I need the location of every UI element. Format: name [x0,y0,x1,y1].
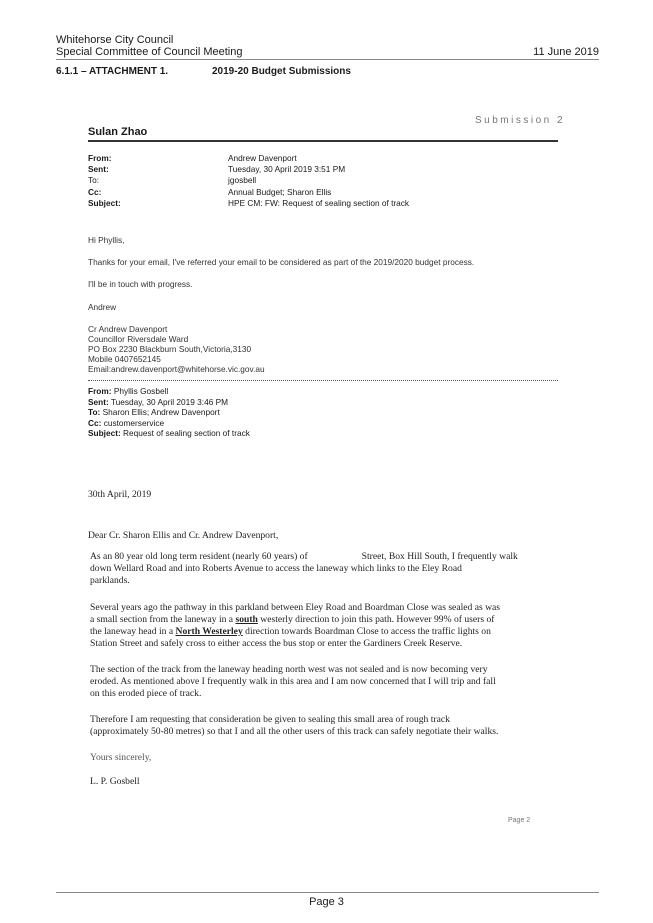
letter-salutation: Dear Cr. Sharon Ellis and Cr. Andrew Davenport, [88,530,279,541]
letter-para-1: As an 80 year old long term resident (nearly 60 years) of Street, Box Hill South, I frequently walk down Wellard Road and into Roberts Avenue to access the laneway which links to the Eley Road parklands. [90,551,518,586]
email2-sent-row: Sent: Tuesday, 30 April 2019 3:46 PM [88,396,229,407]
attachment-number: 6.1.1 – ATTACHMENT 1. [56,66,169,77]
email2-subject-row: Subject: Request of sealing section of track [88,428,250,438]
header-rule [56,59,599,60]
direction-south: south [235,614,258,625]
scan-page-number: Page 2 [508,817,531,824]
page-number: Page 3 [309,896,344,908]
email2-cc-row: Cc: customerservice [88,417,165,428]
letter-date: 30th April, 2019 [88,489,152,500]
letter-signature-name: L. P. Gosbell [90,776,140,787]
signature-block [88,324,265,374]
signature-email: Email:andrew.davenport@whitehorse.vic.gov.au [88,364,265,374]
sender-name: Sulan Zhao [88,126,148,138]
signature-line: PO Box 2230 Blackburn South,Victoria,3130 [88,344,252,354]
sender-rule [88,140,558,142]
meeting-name: Special Committee of Council Meeting [56,46,243,58]
direction-north-westerley: North Westerley [175,626,243,637]
meeting-date: 11 June 2019 [533,46,599,58]
email1-signoff: Andrew [88,302,117,312]
footer-rule [56,892,599,893]
email2-meta [88,386,250,439]
email1-body-2: I'll be in touch with progress. [88,279,193,289]
letter-para-3: The section of the track from the laneway heading north west was not sealed and is now becoming very eroded. As mentioned above I frequently walk in this area and I am now concerned that I will trip and fall on this eroded piece of track. [90,664,496,699]
letter-para-2: Several years ago the pathway in this parkland between Eley Road and Boardman Close was sealed as was a small section from the laneway in a south westerly direction to join this path. However 99% of users of the laneway head in a North Westerley direction towards Boardman Close to access the traffic lights on Station Street and safely cross to either access the bus stop or enter the Gardiners Creek Reserve. [90,602,501,649]
email1-body-1: Thanks for your email, I've referred your email to be considered as part of the 2019/2020 budget process. [88,257,475,267]
email-separator [88,380,558,381]
council-name: Whitehorse City Council [56,34,174,46]
letter-para-4: Therefore I am requesting that consideration be given to sealing this small area of rough track (approximately 50-80 metres) so that I and all the other users of this track can safely negotiate their walks. [90,714,499,737]
email2-to-row: To: Sharon Ellis; Andrew Davenport [88,407,220,417]
signature-line: Councillor Riversdale Ward [88,334,189,344]
email1-greeting: Hi Phyllis, [88,235,125,245]
letter-closing: Yours sincerely, [90,752,152,763]
email2-from-row: From: Phyllis Gosbell [88,386,169,396]
submission-stamp: Submission 2 [475,115,566,126]
signature-line: Cr Andrew Davenport [88,324,168,334]
attachment-title: 2019-20 Budget Submissions [212,66,351,77]
signature-line: Mobile 0407652145 [88,354,161,364]
